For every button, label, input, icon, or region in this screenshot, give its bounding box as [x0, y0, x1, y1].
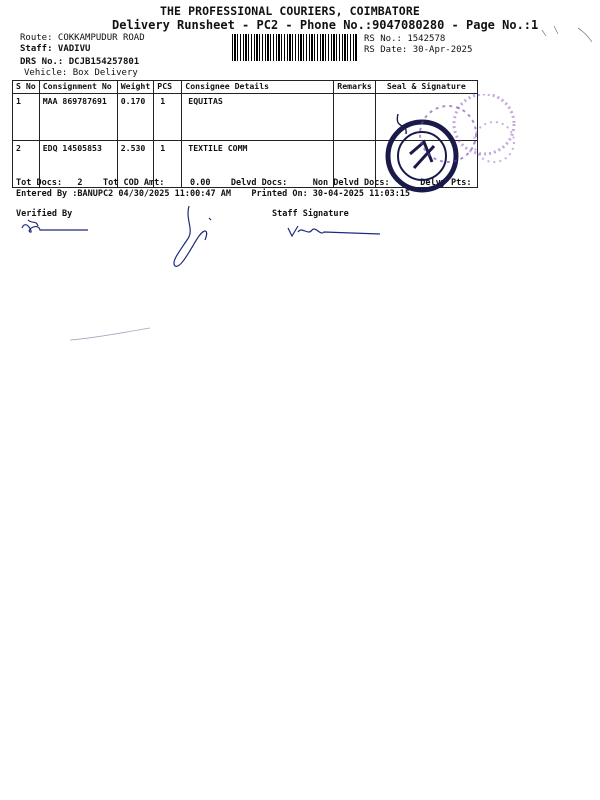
cell-weight: 2.530 — [117, 141, 154, 188]
column-header-seal: Seal & Signature — [375, 81, 477, 94]
cell-weight: 0.170 — [117, 94, 154, 141]
cell-sno: 1 — [13, 94, 40, 141]
totals-line: Tot Docs: 2 Tot COD Amt: 0.00 Delvd Docs: Non Delvd Docs: Delvy Pts: — [16, 178, 472, 188]
corner-marks — [538, 22, 596, 52]
column-header-consignment: Consignment No — [39, 81, 117, 94]
cell-sno: 2 — [13, 141, 40, 188]
cell-pcs: 1 — [154, 94, 182, 141]
delivery-stamp — [384, 94, 534, 214]
cell-pcs: 1 — [154, 141, 182, 188]
verified-by-label: Verified By — [16, 209, 73, 219]
staff-label: Staff: VADIVU — [20, 44, 91, 54]
drs-number: DRS No.: DCJB154257801 — [20, 57, 140, 67]
column-header-consignee: Consignee Details — [182, 81, 334, 94]
vehicle-label: Vehicle: Box Delivery — [24, 68, 138, 78]
barcode — [232, 34, 358, 61]
stray-pen-mark — [66, 326, 156, 346]
verified-signature — [18, 214, 98, 238]
cell-consignee: EQUITAS — [182, 94, 334, 141]
column-header-remarks: Remarks — [334, 81, 376, 94]
cell-consignment: EDQ 14505853 — [39, 141, 117, 188]
runsheet-title: Delivery Runsheet - PC2 - Phone No.:9047080280 - Page No.:1 — [112, 18, 539, 32]
column-header-sno: S No — [13, 81, 40, 94]
table-header-row — [13, 81, 478, 94]
route-label: Route: COKKAMPUDUR ROAD — [20, 33, 145, 43]
company-title: THE PROFESSIONAL COURIERS, COIMBATORE — [160, 4, 420, 18]
staff-signature — [284, 220, 384, 242]
cell-consignment: MAA 869787691 — [39, 94, 117, 141]
rs-date: RS Date: 30-Apr-2025 — [364, 45, 473, 55]
rs-number: RS No.: 1542578 — [364, 34, 446, 44]
signature-scribble — [165, 200, 225, 270]
column-header-pcs: PCS — [154, 81, 182, 94]
cell-remarks — [334, 94, 376, 141]
entered-by-line: Entered By :BANUPC2 04/30/2025 11:00:47 AM Printed On: 30-04-2025 11:03:15 — [16, 189, 411, 199]
staff-signature-label: Staff Signature — [272, 209, 349, 219]
cell-consignee: TEXTILE COMM — [182, 141, 334, 188]
column-header-weight: Weight — [117, 81, 154, 94]
